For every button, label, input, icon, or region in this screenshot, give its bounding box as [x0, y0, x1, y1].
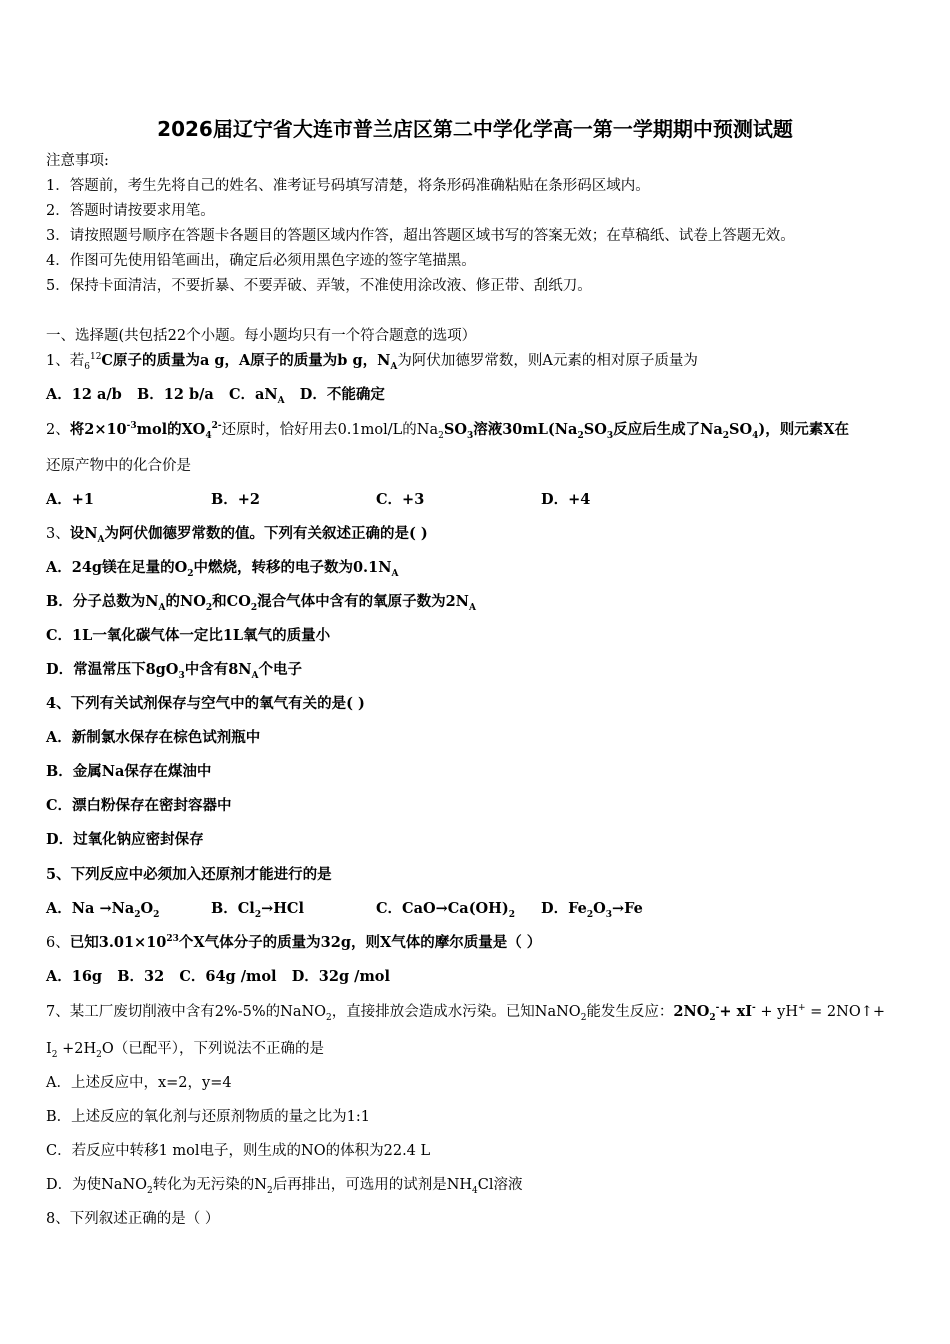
question-7-option-c: C．若反应中转移1 mol电子，则生成的NO的体积为22.4 L [46, 1143, 431, 1159]
notice-item: 2．答题时请按要求用笔。 [46, 203, 215, 219]
question-2-stem-cont: 还原产物中的化合价是 [46, 458, 191, 474]
question-3-option-c: C．1L一氧化碳气体一定比1L氧气的质量小 [46, 627, 331, 644]
question-4-option-d: D．过氧化钠应密封保存 [46, 831, 204, 848]
question-3-option-b: B．分子总数为$N_A$的$NO_2$和$CO_2$混合气体中含有的氧原子数为$2N_A$ [46, 593, 476, 613]
question-5-options [46, 899, 643, 919]
question-1-options: A．12 a/b B．12 b/a C．$aN_A$ D．不能确定 [46, 386, 385, 406]
question-3-option-a: A．24g镁在足量的$O_2$中燃烧，转移的电子数为$0.1N_A$ [46, 559, 399, 579]
question-3-option-d: D．常温常压下$8gO_3$中含有$8N_A$个电子 [46, 661, 303, 681]
question-2-stem: 2、将$2\times 10^{-3}mol$的$XO_4^{2-}$还原时，恰好用去0.1mol/L的$Na_2SO_3$溶液$30mL(Na_2SO_3$反应后生成了$Na_2SO_4$)，则元素X在 [46, 421, 850, 441]
question-6-options: A．16g B．32 C．64g /mol D．32g /mol [46, 968, 390, 985]
question-7-option-b: B．上述反应的氧化剂与还原剂物质的量之比为1:1 [46, 1109, 370, 1125]
question-1-stem: 1、若$_6^{12}$C原子的质量为a g，A原子的质量为b g，$N_A$为阿伏加德罗常数，则A元素的相对原子质量为 [46, 352, 698, 372]
question-5-stem: 5、下列反应中必须加入还原剂才能进行的是 [46, 866, 332, 883]
question-6-stem: 6、已知$3.01\times 10^{23}$个X气体分子的质量为32g，则X气体的摩尔质量是（ ） [46, 934, 542, 951]
option-c: C．$CaO\to Ca(OH)_2$ [376, 900, 516, 920]
option-d: D．+4 [541, 491, 591, 508]
notice-item: 1．答题前，考生先将自己的姓名、准考证号码填写清楚，将条形码准确粘贴在条形码区域内。 [46, 178, 650, 194]
notice-item: 3．请按照题号顺序在答题卡各题目的答题区域内作答，超出答题区域书写的答案无效；在草稿纸、试卷上答题无效。 [46, 228, 795, 244]
option-b: B．$Cl_2\to HCl$ [211, 900, 304, 920]
question-7-option-d: D．为使NaNO$_2$转化为无污染的$N_2$后再排出，可选用的试剂是$NH_4Cl$溶液 [46, 1177, 523, 1196]
question-4-option-c: C．漂白粉保存在密封容器中 [46, 797, 232, 814]
notice-item: 4．作图可先使用铅笔画出，确定后必须用黑色字迹的签字笔描黑。 [46, 253, 476, 269]
question-4-option-b: B．金属Na保存在煤油中 [46, 763, 212, 780]
option-c: C．+3 [376, 491, 425, 508]
question-3-stem: 3、设$N_A$为阿伏伽德罗常数的值。下列有关叙述正确的是( ) [46, 525, 428, 545]
question-7-stem-cont: $I_2 +2H_2O$（已配平），下列说法不正确的是 [46, 1041, 324, 1060]
question-8-stem: 8、下列叙述正确的是（ ） [46, 1211, 220, 1227]
option-a: A．+1 [46, 491, 94, 508]
question-2-options [46, 490, 706, 510]
question-7-stem: 7、某工厂废切削液中含有2%-5%的NaNO$_2$，直接排放会造成水污染。已知NaNO$_2$能发生反应：$2NO_2^-+ xI^- + yH^+$ = 2NO↑+ [46, 1003, 886, 1023]
question-7-option-a: A．上述反应中，x=2，y=4 [46, 1075, 232, 1091]
notice-item: 5．保持卡面清洁，不要折暴、不要弄破、弄皱，不准使用涂改液、修正带、刮纸刀。 [46, 278, 592, 294]
question-4-stem: 4、下列有关试剂保存与空气中的氧气有关的是( ) [46, 695, 365, 712]
notice-heading: 注意事项: [46, 153, 109, 169]
page-title: 2026届辽宁省大连市普兰店区第二中学化学高一第一学期期中预测试题 [157, 117, 793, 141]
question-4-option-a: A．新制氯水保存在棕色试剂瓶中 [46, 729, 261, 746]
section-heading: 一、选择题(共包括22个小题。每小题均只有一个符合题意的选项） [46, 328, 477, 344]
option-b: B．+2 [211, 491, 260, 508]
option-a: A．$Na \to Na_2O_2$ [46, 900, 160, 920]
option-d: D．$Fe_2O_3\to Fe$ [541, 900, 643, 920]
